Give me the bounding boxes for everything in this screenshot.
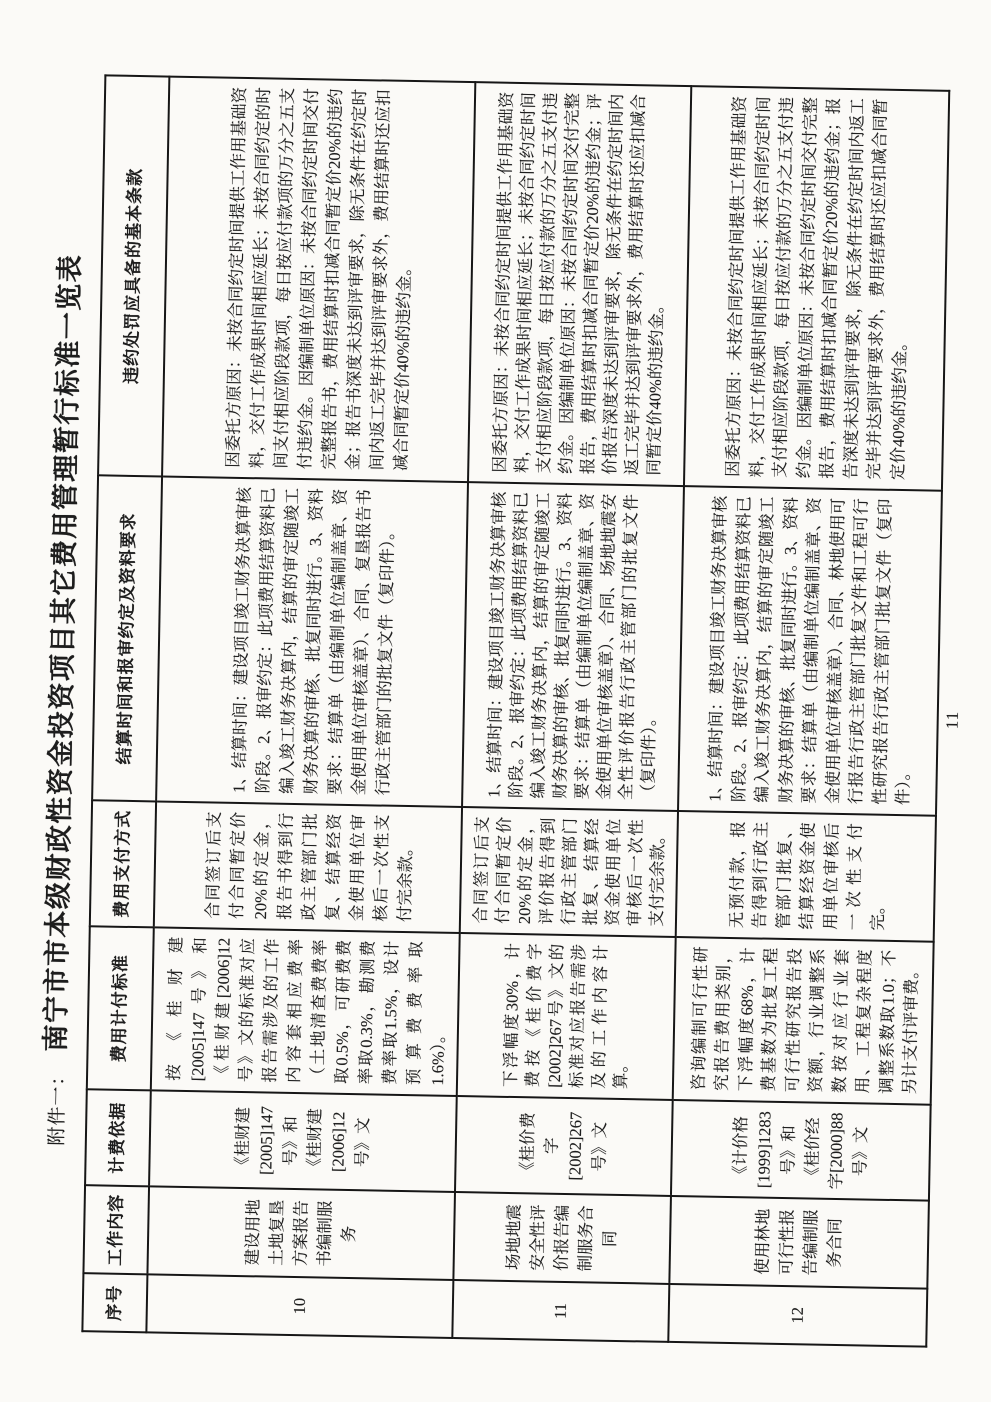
billing-basis-cell: 《桂价费字[2002]267号》文 bbox=[455, 1096, 673, 1196]
breach-clause-cell: 因委托方原因：未按合同约定时间提供工作用基础资料，交付工作成果时间相应延长；未按合同约定时间支付相应阶段款项，每日按应付款的万分之五支付违约金。因编制单位原因：未按合同约定时间交付完整报告，费用结算时扣减合同暂定价20%的违约金；评价报告深度未达到评审要求，除无条件在约定时间内返工完毕并达到评审要求外，费用结算时还应扣减合同暂定价40%的违约金。 bbox=[468, 82, 691, 486]
fee-standard-cell: 按《桂财建[2005]147号》和《桂财建[2006]12号》文的标准对应报告需涉及的工作内容套相应费率（土地清查费费率取0.5%，可研费费率取0.3%，勘测费费率取1.5%，设计预算费费率取1.6%）。 bbox=[151, 927, 460, 1096]
title-line bbox=[0, 0, 92, 1394]
column-header-payment-method: 费用支付方式 bbox=[90, 800, 156, 927]
table-row bbox=[452, 82, 691, 1342]
fee-standard-cell: 咨询编制可行性研究报告费用类别，下浮幅度68%，计费基数为批复工程可行性研究报告投资额，行业调整系数按对应行业套用、工程复杂程度调整系数取1.0；不另计支付评审费。 bbox=[673, 937, 934, 1105]
serial-cell: 12 bbox=[668, 1284, 927, 1347]
page-number: 11 bbox=[942, 710, 962, 730]
work-content-cell: 场地地震安全性评价报告编制服务合同 bbox=[453, 1192, 671, 1284]
page-title: 南宁市市本级财政性资金投资项目其它费用管理暂行标准一览表 bbox=[40, 253, 86, 1052]
column-header-fee-standard: 费用计付标准 bbox=[87, 926, 154, 1090]
settlement-terms-cell: 1、结算时间：建设项目竣工财务决算审核阶段。2、报审约定：此项费用结算资料已编入竣工财务决算内，结算的审定随竣工财务决算的审核、批复同时进行。3、资料要求：结算单（由编制单位编制盖章、资金使用单位审核盖章）、合同、林地使用可行报告行政主管部门批复文件和工程可行性研究报告行政主管部门批复文件（复印件）。 bbox=[678, 486, 942, 816]
column-header-settlement-terms: 结算时间和报审约定及资料要求 bbox=[92, 475, 162, 801]
settlement-terms-cell: 1、结算时间：建设项目竣工财务决算审核阶段。2、报审约定：此项费用结算资料已编入竣工财务决算内，结算的审定随竣工财务决算的审核、批复同时进行。3、资料要求：结算单（由编制单位编制盖章、资金使用单位审核盖章）、合同、复垦报告书行政主管部门的批复文件（复印件）。 bbox=[156, 476, 468, 807]
billing-basis-cell: 《计价格[1999]1283号》和《桂价经字[2000]88号》文 bbox=[671, 1100, 931, 1201]
fee-standards-table bbox=[81, 74, 950, 1347]
table-row bbox=[146, 77, 475, 1338]
breach-clause-cell: 因委托方原因：未按合同约定时间提供工作用基础资料，交付工作成果时间相应延长；未按合同约定的时间支付相应阶段款项，每日按应付款项的万分之五支付违约金。因编制单位原因：未按合同约定时间交付完整报告书，费用结算时扣减合同暂定价20%的违约金；报告书深度未达到评审要求，除无条件在约定时间内返工完毕并达到评审要求外，费用结算时还应扣减合同暂定价40%的违约金。 bbox=[162, 77, 475, 483]
work-content-cell: 使用林地可行性报告编制服务合同 bbox=[669, 1196, 929, 1289]
fee-standard-cell: 下浮幅度30%，计费按《桂价费字[2002]267号》文的标准对应报告需涉及的工作内容计算。 bbox=[457, 933, 676, 1100]
column-header-serial: 序号 bbox=[82, 1273, 147, 1332]
column-header-breach-clauses: 违约处罚应具备的基本条款 bbox=[98, 75, 169, 476]
payment-method-cell: 无预付款，报告得到行政主管部门批复、结算经资金使用单位审核后一次性支付完。 bbox=[676, 811, 936, 942]
payment-method-cell: 合同签订后支付合同暂定价20%的定金，报告书得到行政主管部门批复、结算经资金使用单位审核后一次性支付完余款。 bbox=[154, 801, 462, 933]
payment-method-cell: 合同签订后支付合同暂定价20%的定金，评价报告得到行政主管部门批复、结算经资金使用单位审核后一次性支付完余款。 bbox=[460, 807, 678, 937]
billing-basis-cell: 《桂财建[2005]147号》和《桂财建[2006]12号》文 bbox=[149, 1090, 457, 1192]
work-content-cell: 建设用地土地复垦方案报告书编制服务 bbox=[147, 1186, 455, 1280]
table-row bbox=[668, 86, 949, 1347]
attachment-label: 附件一： bbox=[46, 1065, 70, 1146]
breach-clause-cell: 因委托方原因：未按合同约定时间提供工作用基础资料，交付工作成果时间相应延长；未按合同约定时间支付相应阶段款项，每日按应付款的万分之五支付违约金。因编制单位原因：未按合同约定时间交付完整报告，费用结算时扣减合同暂定价20%的违约金；报告深度未达到评审要求，除无条件在约定时间内返工完毕并达到评审要求外，费用结算时还应扣减合同暂定价40%的违约金。 bbox=[684, 86, 949, 491]
serial-cell: 11 bbox=[452, 1280, 669, 1342]
settlement-terms-cell: 1、结算时间：建设项目竣工财务决算审核阶段。2、报审约定：此项费用结算资料已编入竣工财务决算内，结算的审定随竣工财务决算的审核、批复同时进行。3、资料要求：结算单（由编制单位编制盖章、资金使用单位审核盖章）、合同、场地地震安全性评价报告行政主管部门的批复文件（复印件）。 bbox=[462, 482, 684, 811]
column-header-billing-basis: 计费依据 bbox=[85, 1089, 151, 1186]
serial-cell: 10 bbox=[146, 1274, 453, 1338]
column-header-work-content: 工作内容 bbox=[83, 1185, 149, 1274]
